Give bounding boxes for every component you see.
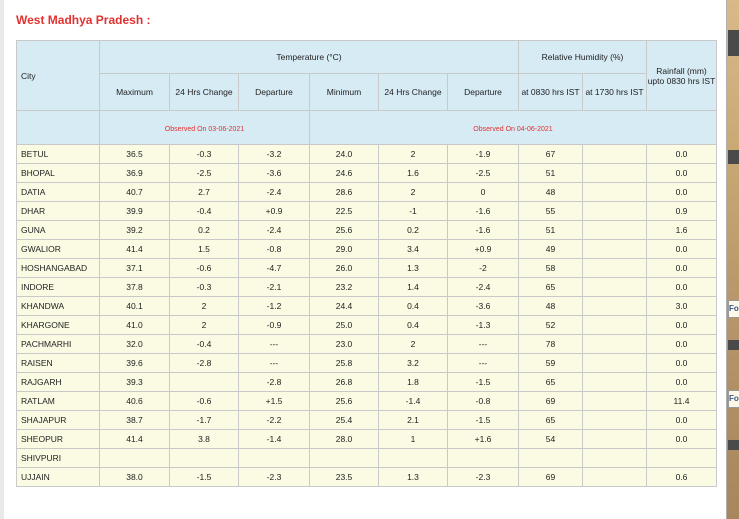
minimum-header: Minimum	[310, 74, 379, 111]
rh-1730-cell	[583, 240, 647, 259]
table-row	[17, 430, 717, 449]
minimum-cell: 25.4	[310, 411, 379, 430]
table-row	[17, 278, 717, 297]
minimum-cell: 25.6	[310, 392, 379, 411]
table-row	[17, 468, 717, 487]
rainfall-cell: 3.0	[647, 297, 717, 316]
maximum-cell	[100, 449, 170, 468]
rh-1730-cell	[583, 411, 647, 430]
minimum-cell: 24.4	[310, 297, 379, 316]
region-title: West Madhya Pradesh :	[16, 13, 151, 27]
minimum-cell: 23.5	[310, 468, 379, 487]
rh-0830-cell: 59	[519, 354, 583, 373]
departure-max-cell: -0.9	[239, 316, 310, 335]
table-row	[17, 449, 717, 468]
departure-max-cell	[239, 449, 310, 468]
background-dark-block	[728, 150, 739, 164]
departure-max-cell: -0.8	[239, 240, 310, 259]
maximum-cell: 40.6	[100, 392, 170, 411]
rainfall-cell: 0.0	[647, 430, 717, 449]
background-dark-block	[728, 30, 739, 56]
rh-0830-cell: 48	[519, 297, 583, 316]
departure-max-cell: -2.4	[239, 183, 310, 202]
departure-min-cell: -1.9	[448, 145, 519, 164]
table-container	[16, 40, 716, 487]
temperature-header: Temperature (°C)	[100, 41, 519, 74]
rh-1730-cell	[583, 202, 647, 221]
city-cell: BHOPAL	[17, 164, 100, 183]
maximum-cell: 37.8	[100, 278, 170, 297]
table-row	[17, 164, 717, 183]
table-row	[17, 240, 717, 259]
departure-max-cell: +0.9	[239, 202, 310, 221]
departure-min-cell	[448, 449, 519, 468]
table-row	[17, 411, 717, 430]
change-min-cell: 1.8	[379, 373, 448, 392]
change-max-cell: -1.5	[170, 468, 239, 487]
change-max-cell: -0.4	[170, 335, 239, 354]
departure-max-cell: -2.4	[239, 221, 310, 240]
rainfall-cell: 0.0	[647, 278, 717, 297]
rh-0830-cell: 51	[519, 221, 583, 240]
change-min-cell: 3.2	[379, 354, 448, 373]
maximum-cell: 40.7	[100, 183, 170, 202]
maximum-cell: 41.4	[100, 240, 170, 259]
minimum-cell: 29.0	[310, 240, 379, 259]
rh-1730-cell	[583, 316, 647, 335]
maximum-cell: 38.7	[100, 411, 170, 430]
rh-1730-cell	[583, 468, 647, 487]
rh-1730-cell	[583, 449, 647, 468]
change-min-cell: 1.3	[379, 468, 448, 487]
maximum-cell: 39.6	[100, 354, 170, 373]
rh-1730-cell	[583, 335, 647, 354]
maximum-cell: 36.9	[100, 164, 170, 183]
change-min-cell: 1.3	[379, 259, 448, 278]
rainfall-cell: 0.0	[647, 145, 717, 164]
rh-1730-header: at 1730 hrs IST	[583, 74, 647, 111]
departure-min-cell: -1.5	[448, 373, 519, 392]
departure-min-cell: ---	[448, 335, 519, 354]
table-row	[17, 202, 717, 221]
city-cell: SHIVPURI	[17, 449, 100, 468]
change-max-cell: 2.7	[170, 183, 239, 202]
departure-max-cell: -2.8	[239, 373, 310, 392]
rainfall-cell: 0.0	[647, 354, 717, 373]
rh-0830-cell: 65	[519, 373, 583, 392]
rh-0830-cell: 58	[519, 259, 583, 278]
city-cell: KHARGONE	[17, 316, 100, 335]
rh-1730-cell	[583, 297, 647, 316]
scroll-edge	[0, 0, 4, 519]
rh-0830-cell: 48	[519, 183, 583, 202]
background-dark-block	[728, 440, 739, 450]
maximum-cell: 39.3	[100, 373, 170, 392]
change-min-cell: 3.4	[379, 240, 448, 259]
rh-0830-cell: 52	[519, 316, 583, 335]
table-body	[17, 145, 717, 487]
change-max-cell: 0.2	[170, 221, 239, 240]
departure-min-cell: -1.3	[448, 316, 519, 335]
minimum-cell: 24.6	[310, 164, 379, 183]
table-row	[17, 373, 717, 392]
departure-max-cell: -1.4	[239, 430, 310, 449]
city-cell: HOSHANGABAD	[17, 259, 100, 278]
rainfall-cell: 0.0	[647, 259, 717, 278]
rainfall-cell: 0.0	[647, 183, 717, 202]
rh-1730-cell	[583, 373, 647, 392]
rainfall-cell: 0.0	[647, 335, 717, 354]
rh-1730-cell	[583, 354, 647, 373]
rainfall-cell: 0.0	[647, 240, 717, 259]
change-max-cell: -0.3	[170, 145, 239, 164]
table-row	[17, 316, 717, 335]
rh-1730-cell	[583, 278, 647, 297]
change-max-cell: -2.5	[170, 164, 239, 183]
table-row	[17, 392, 717, 411]
rainfall-cell: 0.0	[647, 316, 717, 335]
observed-max-label: Observed On 03-06-2021	[164, 125, 245, 133]
rh-0830-cell: 55	[519, 202, 583, 221]
observed-min-date	[310, 111, 717, 145]
observed-max-date	[100, 111, 310, 145]
change-min-cell: -1.4	[379, 392, 448, 411]
rainfall-cell	[647, 449, 717, 468]
departure-min-cell: -2	[448, 259, 519, 278]
rh-1730-cell	[583, 221, 647, 240]
minimum-cell: 25.0	[310, 316, 379, 335]
rainfall-cell: 0.0	[647, 373, 717, 392]
change-min-cell: 2.1	[379, 411, 448, 430]
city-cell: GWALIOR	[17, 240, 100, 259]
rainfall-cell: 0.0	[647, 411, 717, 430]
change-max-cell: 2	[170, 297, 239, 316]
departure-max-cell: -4.7	[239, 259, 310, 278]
table-row	[17, 145, 717, 164]
city-cell: BETUL	[17, 145, 100, 164]
rh-0830-cell: 67	[519, 145, 583, 164]
rainfall-cell: 0.6	[647, 468, 717, 487]
table-row	[17, 354, 717, 373]
departure-min-cell: -2.4	[448, 278, 519, 297]
minimum-cell: 23.0	[310, 335, 379, 354]
departure-min-header: Departure	[448, 74, 519, 111]
maximum-cell: 40.1	[100, 297, 170, 316]
minimum-cell: 25.8	[310, 354, 379, 373]
table-row	[17, 335, 717, 354]
rh-0830-cell: 54	[519, 430, 583, 449]
humidity-header: Relative Humidity (%)	[519, 41, 647, 74]
maximum-header: Maximum	[100, 74, 170, 111]
rh-0830-cell: 69	[519, 468, 583, 487]
rainfall-cell: 11.4	[647, 392, 717, 411]
maximum-cell: 38.0	[100, 468, 170, 487]
change-min-cell: 1.4	[379, 278, 448, 297]
departure-min-cell: -3.6	[448, 297, 519, 316]
rh-0830-cell: 51	[519, 164, 583, 183]
maximum-cell: 32.0	[100, 335, 170, 354]
city-cell: RAISEN	[17, 354, 100, 373]
rainfall-cell: 1.6	[647, 221, 717, 240]
change-min-cell: -1	[379, 202, 448, 221]
departure-max-header: Departure	[239, 74, 310, 111]
city-header: City	[17, 41, 100, 111]
change-max-cell: -1.7	[170, 411, 239, 430]
rh-1730-cell	[583, 392, 647, 411]
departure-min-cell: +0.9	[448, 240, 519, 259]
change-min-header: 24 Hrs Change	[379, 74, 448, 111]
background-dark-block	[728, 340, 739, 350]
city-cell: PACHMARHI	[17, 335, 100, 354]
maximum-cell: 37.1	[100, 259, 170, 278]
departure-max-cell: -2.3	[239, 468, 310, 487]
minimum-cell: 28.0	[310, 430, 379, 449]
change-min-cell: 1	[379, 430, 448, 449]
departure-min-cell: 0	[448, 183, 519, 202]
departure-min-cell: -0.8	[448, 392, 519, 411]
minimum-cell: 25.6	[310, 221, 379, 240]
city-cell: RAJGARH	[17, 373, 100, 392]
city-cell: INDORE	[17, 278, 100, 297]
rainfall-cell: 0.0	[647, 164, 717, 183]
city-cell: GUNA	[17, 221, 100, 240]
rh-1730-cell	[583, 145, 647, 164]
departure-min-cell: -1.5	[448, 411, 519, 430]
departure-max-cell: +1.5	[239, 392, 310, 411]
change-max-cell: -0.6	[170, 259, 239, 278]
rh-0830-cell: 65	[519, 278, 583, 297]
table-row	[17, 183, 717, 202]
departure-min-cell: -1.6	[448, 202, 519, 221]
table-row	[17, 221, 717, 240]
minimum-cell: 23.2	[310, 278, 379, 297]
maximum-cell: 41.4	[100, 430, 170, 449]
departure-max-cell: -3.6	[239, 164, 310, 183]
minimum-cell: 28.6	[310, 183, 379, 202]
maximum-cell: 36.5	[100, 145, 170, 164]
rh-0830-cell: 69	[519, 392, 583, 411]
city-cell: DATIA	[17, 183, 100, 202]
change-min-cell: 2	[379, 335, 448, 354]
departure-min-cell: -2.5	[448, 164, 519, 183]
minimum-cell: 26.8	[310, 373, 379, 392]
change-max-cell: -0.6	[170, 392, 239, 411]
departure-min-cell: -2.3	[448, 468, 519, 487]
change-min-cell: 0.4	[379, 297, 448, 316]
city-cell: KHANDWA	[17, 297, 100, 316]
change-max-cell: 2	[170, 316, 239, 335]
observed-min-label: Observed On 04-06-2021	[473, 125, 553, 133]
background-tab[interactable]: Fo	[728, 390, 739, 408]
rh-0830-cell: 78	[519, 335, 583, 354]
rh-1730-cell	[583, 183, 647, 202]
table-row	[17, 297, 717, 316]
rh-1730-cell	[583, 259, 647, 278]
departure-max-cell: -2.1	[239, 278, 310, 297]
rh-1730-cell	[583, 430, 647, 449]
departure-max-cell: -2.2	[239, 411, 310, 430]
change-min-cell: 0.4	[379, 316, 448, 335]
departure-max-cell: ---	[239, 335, 310, 354]
change-max-header: 24 Hrs Change	[170, 74, 239, 111]
weather-table	[16, 40, 717, 487]
background-tab[interactable]: Fo	[728, 300, 739, 318]
change-max-cell	[170, 373, 239, 392]
change-max-cell: -0.3	[170, 278, 239, 297]
change-max-cell: -0.4	[170, 202, 239, 221]
change-min-cell: 2	[379, 183, 448, 202]
change-max-cell: 1.5	[170, 240, 239, 259]
rh-0830-cell	[519, 449, 583, 468]
maximum-cell: 41.0	[100, 316, 170, 335]
city-cell: UJJAIN	[17, 468, 100, 487]
city-cell: SHEOPUR	[17, 430, 100, 449]
minimum-cell	[310, 449, 379, 468]
departure-min-cell: +1.6	[448, 430, 519, 449]
city-cell: SHAJAPUR	[17, 411, 100, 430]
subheader-blank	[17, 111, 100, 145]
departure-max-cell: -1.2	[239, 297, 310, 316]
change-min-cell: 1.6	[379, 164, 448, 183]
minimum-cell: 26.0	[310, 259, 379, 278]
rh-0830-cell: 65	[519, 411, 583, 430]
city-cell: DHAR	[17, 202, 100, 221]
city-cell: RATLAM	[17, 392, 100, 411]
change-min-cell: 2	[379, 145, 448, 164]
rh-1730-cell	[583, 164, 647, 183]
change-min-cell	[379, 449, 448, 468]
departure-min-cell: -1.6	[448, 221, 519, 240]
rh-0830-header: at 0830 hrs IST	[519, 74, 583, 111]
rainfall-cell: 0.9	[647, 202, 717, 221]
change-max-cell: 3.8	[170, 430, 239, 449]
change-max-cell: -2.8	[170, 354, 239, 373]
departure-max-cell: -3.2	[239, 145, 310, 164]
maximum-cell: 39.9	[100, 202, 170, 221]
rainfall-header: Rainfall (mm) upto 0830 hrs IST	[647, 41, 717, 111]
table-row	[17, 259, 717, 278]
minimum-cell: 22.5	[310, 202, 379, 221]
departure-max-cell: ---	[239, 354, 310, 373]
change-min-cell: 0.2	[379, 221, 448, 240]
maximum-cell: 39.2	[100, 221, 170, 240]
minimum-cell: 24.0	[310, 145, 379, 164]
departure-min-cell: ---	[448, 354, 519, 373]
change-max-cell	[170, 449, 239, 468]
rh-0830-cell: 49	[519, 240, 583, 259]
